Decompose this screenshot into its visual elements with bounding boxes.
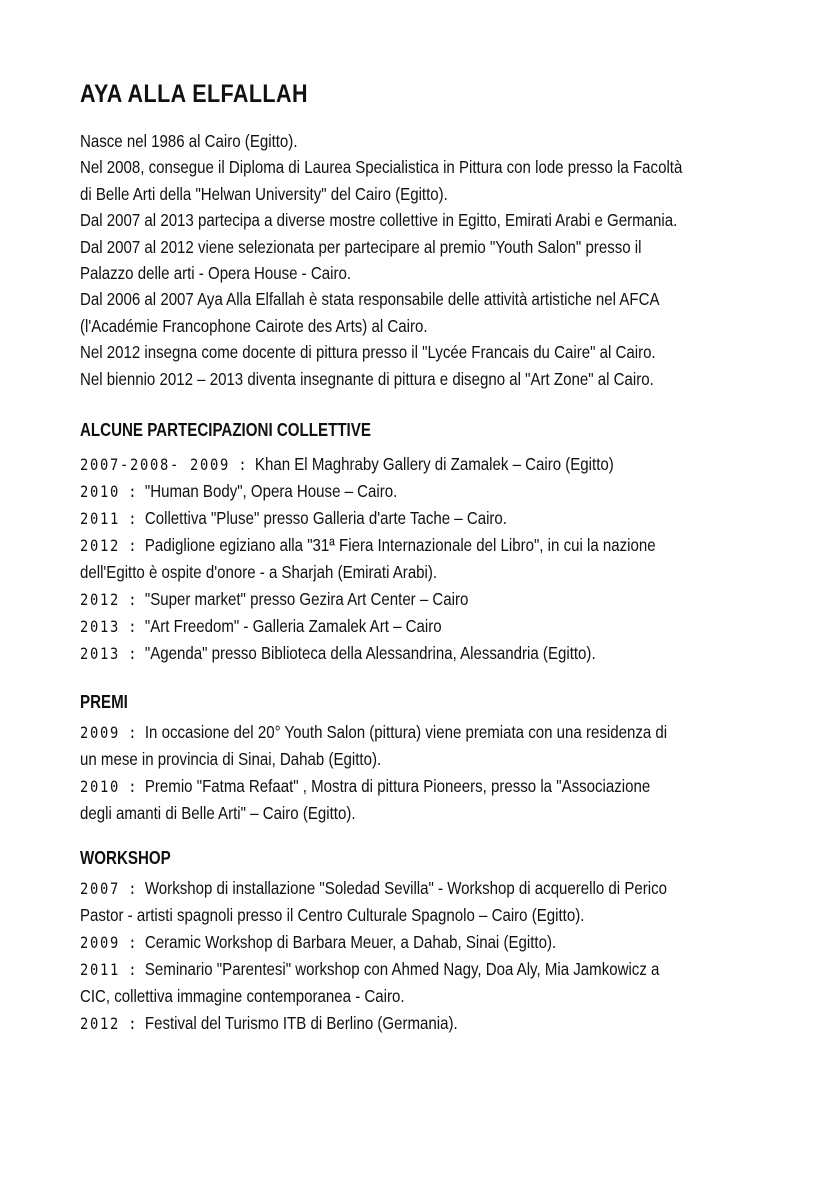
entry-year: 2011 xyxy=(80,509,121,528)
entry-text: "Human Body", Opera House – Cairo. xyxy=(144,481,398,501)
entry-separator: : xyxy=(120,933,145,952)
entry-separator: : xyxy=(120,1014,145,1033)
section-heading-collettive: ALCUNE PARTECIPAZIONI COLLETTIVE xyxy=(80,420,371,440)
bio-line: Dal 2007 al 2013 partecipa a diverse mostre collettive in Egitto, Emirati Arabi e Germania. xyxy=(80,210,678,231)
entry-separator: : xyxy=(120,536,145,555)
entry-separator: : xyxy=(120,482,145,501)
list-item xyxy=(80,586,800,613)
list-item xyxy=(80,1010,800,1037)
entry-text: Khan El Maghraby Gallery di Zamalek – Cairo (Egitto) xyxy=(254,454,614,474)
entry-text-continued: un mese in provincia di Sinai, Dahab (Egitto). xyxy=(80,749,382,769)
bio-section xyxy=(80,128,800,392)
entry-year: 2012 xyxy=(80,1014,121,1033)
bio-line: Dal 2006 al 2007 Aya Alla Elfallah è stata responsabile delle attività artistiche nel AFCA xyxy=(80,289,660,310)
entry-separator: : xyxy=(120,644,145,663)
entry-year: 2012 xyxy=(80,536,121,555)
entry-separator: : xyxy=(120,777,145,796)
bio-line: (l'Académie Francophone Cairote des Arts) al Cairo. xyxy=(80,315,428,336)
bio-line: Nel biennio 2012 – 2013 diventa insegnante di pittura e disegno al "Art Zone" al Cairo. xyxy=(80,368,654,389)
entry-separator: : xyxy=(120,617,145,636)
entry-separator: : xyxy=(120,960,145,979)
entry-text: Workshop di installazione "Soledad Sevilla" - Workshop di acquerello di Perico xyxy=(144,878,667,898)
list-item xyxy=(80,505,800,532)
entry-text: "Super market" presso Gezira Art Center – Cairo xyxy=(144,589,469,609)
entry-separator: : xyxy=(120,723,145,742)
list-item xyxy=(80,532,800,586)
entry-text: "Art Freedom" - Galleria Zamalek Art – Cairo xyxy=(144,616,442,636)
list-item xyxy=(80,719,800,773)
entry-year: 2011 xyxy=(80,960,121,979)
entry-text: "Agenda" presso Biblioteca della Alessandrina, Alessandria (Egitto). xyxy=(144,643,596,663)
list-item xyxy=(80,929,800,956)
entry-text: Festival del Turismo ITB di Berlino (Germania). xyxy=(144,1013,458,1033)
entry-text: Seminario "Parentesi" workshop con Ahmed Nagy, Doa Aly, Mia Jamkowicz a xyxy=(144,959,660,979)
entry-separator: : xyxy=(120,590,145,609)
entry-year: 2007 xyxy=(80,879,121,898)
workshop-list xyxy=(80,875,800,1037)
premi-list xyxy=(80,719,800,827)
bio-line: Nasce nel 1986 al Cairo (Egitto). xyxy=(80,131,298,151)
entry-separator: : xyxy=(120,879,145,898)
list-item xyxy=(80,451,800,478)
entry-year: 2010 xyxy=(80,777,121,796)
list-item xyxy=(80,773,800,827)
list-item xyxy=(80,613,800,640)
entry-year: 2009 xyxy=(80,723,121,742)
entry-text-continued: dell'Egitto è ospite d'onore - a Sharjah (Emirati Arabi). xyxy=(80,562,438,582)
entry-separator: : xyxy=(230,455,255,474)
entry-year: 2009 xyxy=(80,933,121,952)
list-item xyxy=(80,478,800,505)
bio-line: di Belle Arti della "Helwan University" del Cairo (Egitto). xyxy=(80,183,448,204)
page-title: AYA ALLA ELFALLAH xyxy=(80,80,308,108)
entry-year: 2007-2008- 2009 xyxy=(80,455,231,474)
entry-year: 2013 xyxy=(80,617,121,636)
entry-text-continued: CIC, collettiva immagine contemporanea - Cairo. xyxy=(80,986,405,1006)
bio-line: Palazzo delle arti - Opera House - Cairo. xyxy=(80,263,352,284)
collettive-list xyxy=(80,451,800,667)
entry-year: 2013 xyxy=(80,644,121,663)
entry-text: Padiglione egiziano alla "31ª Fiera Internazionale del Libro", in cui la nazione xyxy=(144,535,656,555)
entry-text-continued: degli amanti di Belle Arti" – Cairo (Egitto). xyxy=(80,803,356,823)
bio-line: Nel 2012 insegna come docente di pittura presso il "Lycée Francais du Caire" al Cairo. xyxy=(80,342,656,363)
bio-line: Nel 2008, consegue il Diploma di Laurea Specialistica in Pittura con lode presso la Facoltà xyxy=(80,157,683,178)
entry-year: 2010 xyxy=(80,482,121,501)
section-heading-premi: PREMI xyxy=(80,692,128,712)
entry-text: Premio "Fatma Refaat" , Mostra di pittura Pioneers, presso la "Associazione xyxy=(144,776,651,796)
entry-text-continued: Pastor - artisti spagnoli presso il Centro Culturale Spagnolo – Cairo (Egitto). xyxy=(80,905,585,925)
entry-text: Collettiva "Pluse" presso Galleria d'arte Tache – Cairo. xyxy=(144,508,507,528)
entry-text: In occasione del 20° Youth Salon (pittura) viene premiata con una residenza di xyxy=(144,722,668,742)
list-item xyxy=(80,875,800,929)
entry-text: Ceramic Workshop di Barbara Meuer, a Dahab, Sinai (Egitto). xyxy=(144,932,557,952)
bio-line: Dal 2007 al 2012 viene selezionata per partecipare al premio "Youth Salon" presso il xyxy=(80,236,642,257)
entry-year: 2012 xyxy=(80,590,121,609)
section-heading-workshop: WORKSHOP xyxy=(80,848,171,868)
entry-separator: : xyxy=(120,509,145,528)
list-item xyxy=(80,956,800,1010)
list-item xyxy=(80,640,800,667)
